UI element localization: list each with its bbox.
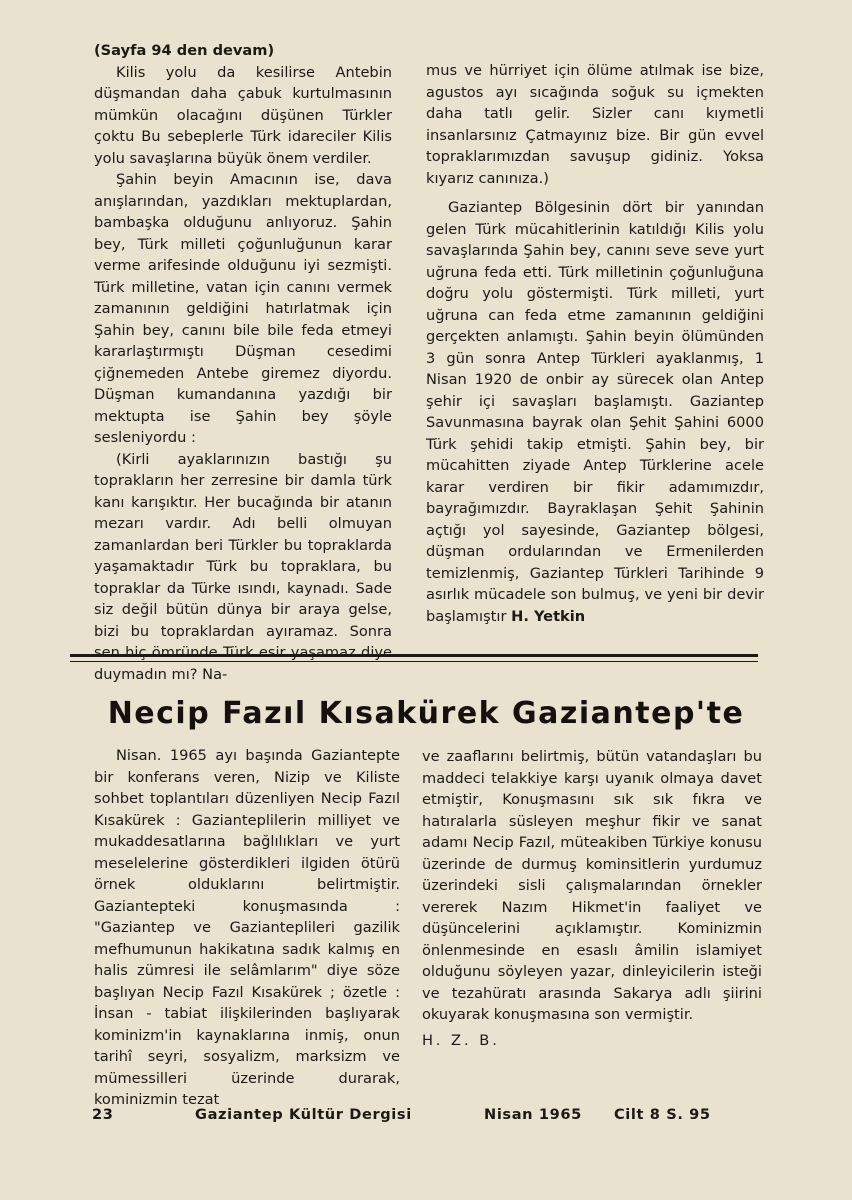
author-initials: H. Z. B. <box>422 1031 500 1049</box>
paragraph: Şahin beyin Amacının ise, dava anışlarından, yazdıkları mektuplardan, bambaşka olduğunu anlıyoruz. Şahin bey, Türk milleti çoğunluğunun karar verme arifesinde olduğunu iyi sezmişti. Türk milletine, vatan için canını vermek zamanının geldiğini hatırlatmak için Şahin bey, canını bile bile feda etmeyi kararlaştırmıştı Düşman cesedimi çiğnemeden Antebe giremez diyordu. Düşman kumandanına yazdığı bir mektupta ise Şahin bey şöyle sesleniyordu : <box>94 171 392 446</box>
paragraph: (Kirli ayaklarınızın bastığı şu toprakların her zerresine bir damla türk kanı karışıktır. Her bucağında bir atanın mezarı vardır. Adı belli olmuyan zamanlardan beri Türkler bu topraklarda yaşamaktadır Türk bu topraklara, bu topraklar da Türke ısındı, kaynadı. Sade siz değil bütün dünya bir araya gelse, bizi bu topraklardan ayıramaz. Sonra sen hiç ömründe Türk esir yaşamaz diye duymadın mı? Na- <box>94 450 392 683</box>
top-article-left-column <box>94 40 392 685</box>
paragraph: Nisan. 1965 ayı başında Gaziantepte bir konferans veren, Nizip ve Kiliste sohbet toplantıları düzenliyen Necip Fazıl Kısakürek : Gazianteplilerin milliyet ve mukaddesatlarına bağlılıkları ve yurt meselelerine gösterdikleri ilgiden ötürü örnek olduklarını belirtmiştir. Gaziantepteki konuşmasında : "Gaziantep ve Gazianteplileri gazilik mefhumunun hakikatına sadık kalmış en halis zümresi ile selâmlarım" diye söze başlıyan Necip Fazıl Kısakürek ; özetle : İnsan - tabiat ilişkilerinden başlıyarak kominizm'in kaynaklarına inmiş, onun tarihî seyri, sosyalizm, marksizm ve mümessilleri üzerinde durarak, kominizmin tezat <box>94 747 400 1108</box>
paragraph-continuation: mus ve hürriyet için ölüme atılmak ise bize, agustos ayı sıcağında soğuk su içmekten daha tatlı gelir. Sizler canı kıymetli insanlarsınız Çatmayınız bize. Bir gün evvel topraklarımızdan savuşup gidiniz. Yoksa kıyarız canınıza.) <box>426 62 764 187</box>
paragraph-continuation: ve zaaflarını belirtmiş, bütün vatandaşları bu maddeci telakkiye karşı uyanık olmaya davet etmiştir, Konuşmasını sık sık fıkra ve hatıralarla süsleyen meşhur fikir ve sanat adamı Necip Fazıl, müteakiben Türkiye konusu üzerinde de durmuş kominsitlerin yurdumuz üzerindeki sisli çalışmalarından örnekler vererek Nazım Hikmet'in faaliyet ve düşüncelerini açıklamıştır. Kominizmin önlenmesinde en esaslı âmilin islamiyet olduğunu söyleyen yazar, dinleyicilerin isteği ve tezahüratı arasında Sakarya adlı şiirini okuyarak konuşmasına son vermiştir. <box>422 748 762 1023</box>
volume-issue: Cilt 8 S. 95 <box>614 1106 711 1123</box>
section-divider-thin <box>70 661 758 662</box>
article-title: Necip Fazıl Kısakürek Gaziantep'te <box>107 696 745 731</box>
issue-date: Nisan 1965 <box>484 1106 582 1123</box>
page-number: 23 <box>92 1106 114 1123</box>
continued-from-note: (Sayfa 94 den devam) <box>94 42 275 59</box>
bottom-article-left-column <box>94 745 400 1111</box>
paragraph: Gaziantep Bölgesinin dört bir yanından gelen Türk mücahitlerinin katıldığı Kilis yolu savaşlarında Şahin bey, canını seve seve yurt uğruna feda etti. Türk milletinin çoğunluğuna doğru yolu göstermişti. Türk milleti, yurt uğruna can feda etme zamanının geldiğini gerçekten anlamıştı. Şahin beyin ölümünden 3 gün sonra Antep Türkleri ayaklanmış, 1 Nisan 1920 de onbir ay sürecek olan Antep şehir içi savaşları başlamıştı. Gaziantep Savunmasına bayrak olan Şehit Şahini 6000 Türk şehidi takip etmişti. Şahin bey, bir mücahitten ziyade Antep Türklerine acele karar verdiren bir fikir adamımızdır, bayrağımızdır. Bayraklaşan Şehit Şahinin açtığı yol sayesinde, Gaziantep bölgesi, düşman ordularından ve Ermenilerden temizlenmiş, Gaziantep Türkleri Tarihinde 9 asırlık mücadele son bulmuş, ve yeni bir devir başlamıştır H. Yetkin <box>426 199 764 625</box>
top-article-right-column <box>426 60 764 627</box>
section-divider <box>70 654 758 657</box>
paragraph: Kilis yolu da kesilirse Antebin düşmandan daha çabuk kurtulmasının mümkün olacağını düşünen Türkler çoktu Bu sebeplerle Türk idareciler Kilis yolu savaşlarına büyük önem verdiler. <box>94 63 392 167</box>
bottom-article-right-column <box>422 746 762 1051</box>
journal-name: Gaziantep Kültür Dergisi <box>195 1106 412 1123</box>
author-signature: H. Yetkin <box>511 607 586 625</box>
